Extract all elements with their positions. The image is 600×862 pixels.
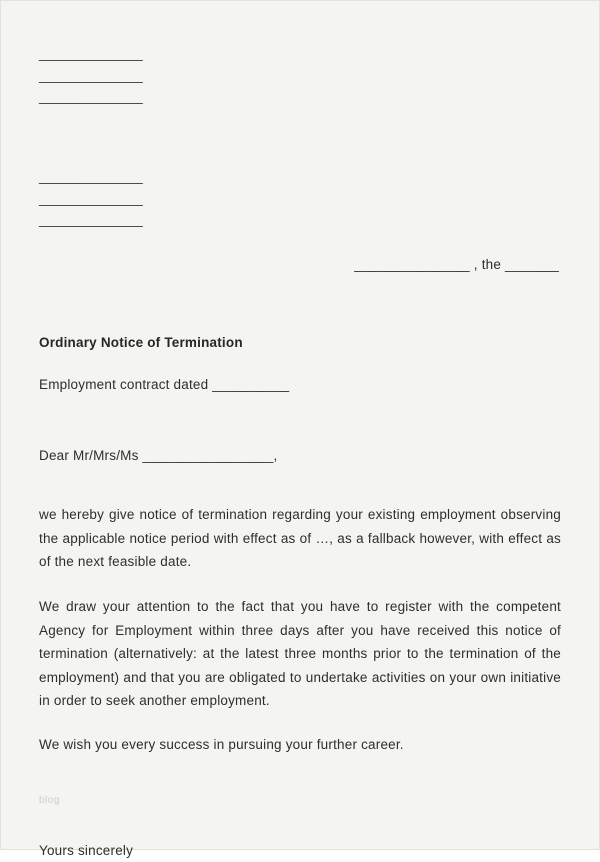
salutation-name-blank: _________________: [142, 448, 274, 463]
watermark: blog: [39, 795, 60, 806]
date-row: [354, 253, 559, 276]
recipient-address-block: [39, 166, 143, 231]
date-label: , the: [469, 257, 506, 272]
contract-line-text: Employment contract dated: [39, 377, 213, 392]
recipient-blank-line: _____________: [39, 211, 143, 227]
sender-blank-line: _____________: [39, 88, 143, 104]
sender-blank-line: _____________: [39, 45, 143, 61]
place-blank: _______________: [354, 257, 470, 272]
salutation-comma: ,: [273, 448, 278, 463]
closing-line: Yours sincerely: [39, 843, 134, 858]
recipient-blank-line: _____________: [39, 168, 143, 184]
body-paragraph-notice: we hereby give notice of termination regarding your existing employment observing the applicable notice period with effect as of …, as a fallback however, with effect as of the next feasible date.: [39, 507, 561, 569]
salutation-text: Dear Mr/Mrs/Ms: [39, 448, 143, 463]
contract-date-blank: __________: [212, 377, 290, 392]
sender-blank-line: _____________: [39, 66, 143, 83]
body-paragraph-wishes: We wish you every success in pursuing your further career.: [39, 737, 404, 752]
recipient-blank-line: _____________: [39, 189, 143, 206]
salutation: [39, 444, 278, 467]
sender-address-block: [39, 43, 143, 108]
contract-line: [39, 373, 289, 396]
body-paragraph-agency: We draw your attention to the fact that you have to register with the competent Agency for Employment within three days after you have received this notice of termination (alternatively: at the latest three months prior to the termination of the employment) and that you are obligated to undertake activities on your own initiative in order to seek another employment.: [39, 599, 561, 708]
letter-subject-title: Ordinary Notice of Termination: [39, 335, 243, 350]
date-blank: _______: [505, 257, 559, 272]
